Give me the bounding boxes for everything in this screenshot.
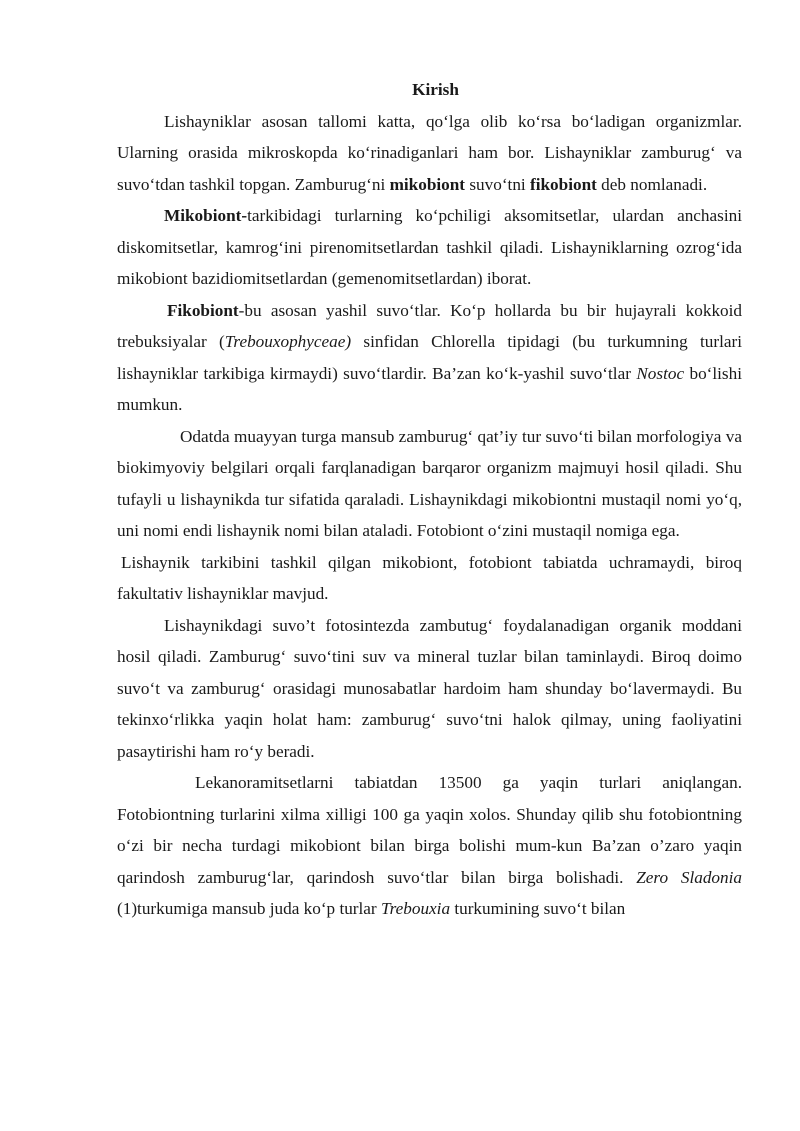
term-mikobiont: mikobiont <box>389 174 466 194</box>
term-fikobiont-heading: Fikobiont <box>167 300 239 320</box>
page-title: Kirish <box>412 80 459 99</box>
taxon-nostoc: Nostoc <box>636 363 685 383</box>
text-run: deb nomlanadi. <box>596 174 708 194</box>
document-page <box>117 74 742 925</box>
text-run: bo‘lishi mumkun. <box>117 363 742 414</box>
text-run: sinfidan Chlorella tipidagi (bu turkumning turlari lishayniklar tarkibiga kirmaydi) suvo‘tlardir. Ba’zan ko‘k-yashil suvo‘tlar <box>117 332 742 383</box>
text-run: turkumining suvo‘t bilan <box>450 899 626 918</box>
text-run: suvo‘tni <box>465 174 530 194</box>
term-mikobiont-heading: Mikobiont- <box>164 206 248 225</box>
paragraph-fikobiont <box>117 295 742 421</box>
paragraph-photosynthesis: Lishaynikdagi suvo’t fotosintezda zambutug‘ foydalanadigan organik moddani hosil qiladi. Zamburug‘ suvo‘tini suv va mineral tuzlar bilan taminlaydi. Biroq doimo suvo‘t va zamburug‘ orasidagi munosabatlar hardoim ham shunday bo‘lavermaydi. Bu tekinxo‘rlikka yaqin holat ham: zamburug‘ suvo‘tni halok qilmay, uning faoliyatini pasaytirishi ham ro‘y beradi. <box>117 615 742 761</box>
text-run: tarkibidagi turlarning ko‘pchiligi aksomitsetlar, ulardan anchasini diskomitsetlar, kamrog‘ini pirenomitsetlardan tashkil qiladi. Lishayniklarning ozrog‘ida mikobiont bazidiomitsetlardan (gemenomitsetlardan) iborat. <box>117 206 742 288</box>
text-run: (1)turkumiga mansub juda ko‘p turlar <box>117 899 381 918</box>
taxon-trebouxia: Trebouxia <box>380 899 451 918</box>
paragraph-facultative: Lishaynik tarkibini tashkil qilgan mikobiont, fotobiont tabiatda uchramaydi, biroq fakultativ lishayniklar mavjud. <box>117 552 742 603</box>
taxon-trebouxophyceae: Trebouxophyceae) <box>224 332 352 351</box>
taxon-zero-sladonia: Zero Sladonia <box>636 867 742 887</box>
paragraph-mikobiont <box>117 200 742 295</box>
paragraph-lecanoromycetes <box>117 767 742 925</box>
paragraph-species: Odatda muayyan turga mansub zamburug‘ qat’iy tur suvo‘ti bilan morfologiya va biokimyoviy belgilari orqali farqlanadigan barqaror organizm majmuyi hosil qiladi. Shu tufayli u lishaynikda tur sifatida qaraladi. Lishaynikdagi mikobiontni mustaqil nomi yo‘q, uni nomi endi lishaynik nomi bilan ataladi. Fotobiont o‘zini mustaqil nomiga ega. <box>117 426 742 540</box>
text-run: Lishayniklar asosan tallomi katta, qo‘lga olib ko‘rsa bo‘ladigan organizmlar. Ularning orasida mikroskopda ko‘rinadiganlari ham bor. Lishayniklar zamburug‘ va suvo‘tdan tashkil topgan. Zamburug‘ni <box>117 111 742 194</box>
paragraph-intro <box>117 106 742 201</box>
text-run: -bu asosan yashil suvo‘tlar. Ko‘p hollarda bu bir hujayrali kokkoid trebuksiyalar ( <box>117 300 742 351</box>
text-run: Lekanoramitsetlarni tabiatdan 13500 ga yaqin turlari aniqlangan. Fotobiontning turlarini xilma xilligi 100 ga yaqin xolos. Shunday qilib shu fotobiontning o‘zi bir necha turdagi mikobiont bilan birga bolishi mum-kun Ba’zan o’zaro yaqin qarindosh zamburug‘lar, qarindosh suvo‘tlar bilan birga bolishadi. <box>117 773 742 887</box>
term-fikobiont: fikobiont <box>529 174 597 194</box>
